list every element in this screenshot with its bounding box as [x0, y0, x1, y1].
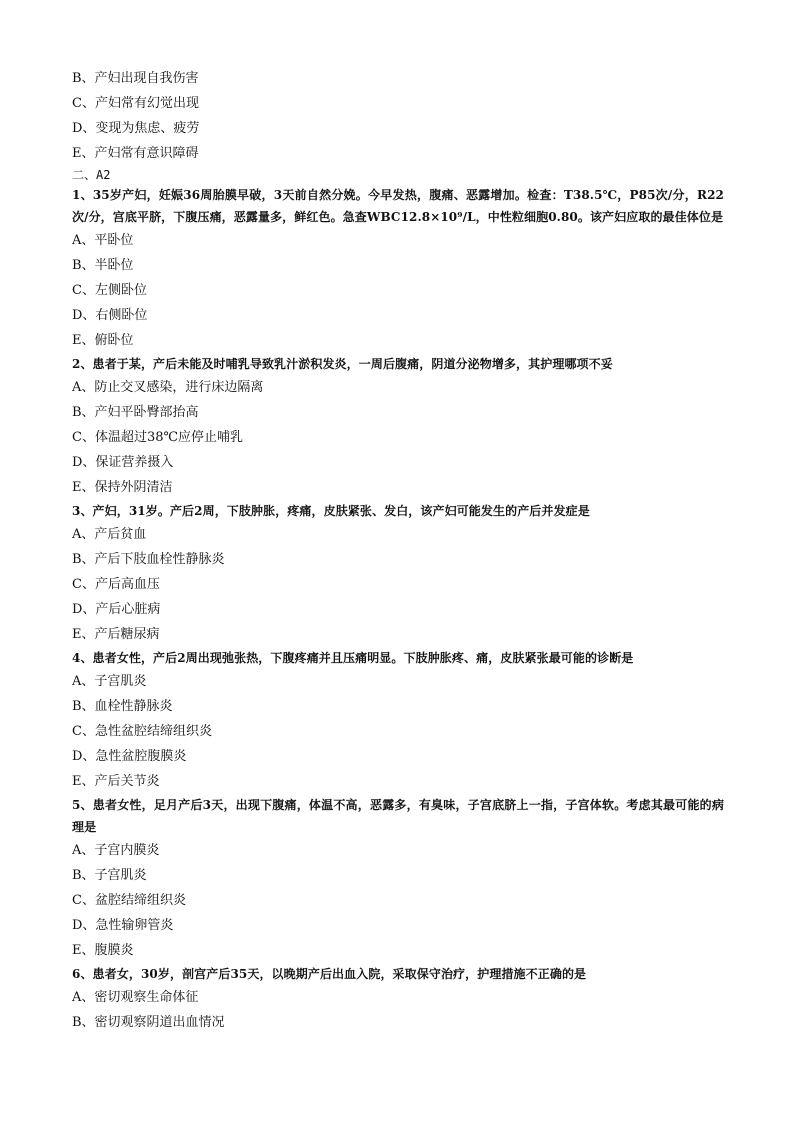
- option-item: D、急性盆腔腹膜炎: [72, 749, 187, 764]
- option-item: A、密切观察生命体征: [72, 990, 199, 1005]
- question-4: [72, 647, 724, 794]
- question-stem: 2、患者于某，产后未能及时哺乳导致乳汁淤积发炎，一周后腹痛，阴道分泌物增多，其护理哪项不妥: [72, 357, 613, 371]
- question-stem: 4、患者女性，产后2周出现弛张热，下腹疼痛并且压痛明显。下肢肿胀疼、痛，皮肤紧张最可能的诊断是: [72, 651, 634, 665]
- option-item: E、产妇常有意识障碍: [72, 146, 199, 161]
- option-item: E、腹膜炎: [72, 943, 134, 958]
- option-item: B、产后下肢血栓性静脉炎: [72, 552, 225, 567]
- question-stem: 6、患者女，30岁，剖宫产后35天，以晚期产后出血入院，采取保守治疗，护理措施不正确的是: [72, 967, 587, 981]
- option-item: E、产后关节炎: [72, 774, 160, 789]
- option-item: B、半卧位: [72, 258, 134, 273]
- option-item: A、子宫肌炎: [72, 674, 147, 689]
- question-6: [72, 963, 724, 1035]
- option-item: E、保持外阴清洁: [72, 480, 173, 495]
- section-title: 二、A2: [72, 168, 111, 182]
- question-2: [72, 353, 724, 500]
- option-item: A、防止交叉感染，进行床边隔离: [72, 380, 264, 395]
- option-item: D、产后心脏病: [72, 602, 161, 617]
- option-item: D、急性输卵管炎: [72, 918, 174, 933]
- option-item: D、变现为焦虑、疲劳: [72, 121, 200, 136]
- option-item: D、右侧卧位: [72, 308, 148, 323]
- option-item: E、俯卧位: [72, 333, 134, 348]
- option-item: C、左侧卧位: [72, 283, 147, 298]
- question-1: [72, 184, 724, 353]
- question-stem: 5、患者女性，足月产后3天，出现下腹痛，体温不高，恶露多，有臭味，子宫底脐上一指，子宫体软。考虑其最可能的病理是: [72, 798, 724, 834]
- option-item: B、产妇平卧臀部抬高: [72, 405, 199, 420]
- option-item: C、急性盆腔结缔组织炎: [72, 724, 212, 739]
- option-item: B、血栓性静脉炎: [72, 699, 173, 714]
- option-item: C、产妇常有幻觉出现: [72, 96, 199, 111]
- option-item: C、产后高血压: [72, 577, 160, 592]
- option-item: A、子宫内膜炎: [72, 843, 160, 858]
- option-item: A、产后贫血: [72, 527, 147, 542]
- option-item: D、保证营养摄入: [72, 455, 174, 470]
- question-5: [72, 794, 724, 963]
- option-item: A、平卧位: [72, 233, 134, 248]
- question-stem: 3、产妇，31岁。产后2周，下肢肿胀，疼痛，皮肤紧张、发白，该产妇可能发生的产后并发症是: [72, 504, 590, 518]
- question-3: [72, 500, 724, 647]
- option-item: E、产后糖尿病: [72, 627, 160, 642]
- document-page: [72, 66, 724, 1035]
- option-item: C、体温超过38℃应停止哺乳: [72, 430, 244, 445]
- option-item: B、子宫肌炎: [72, 868, 147, 883]
- option-item: C、盆腔结缔组织炎: [72, 893, 186, 908]
- lead-options: [72, 66, 724, 166]
- option-item: B、产妇出现自我伤害: [72, 71, 199, 86]
- option-item: B、密切观察阴道出血情况: [72, 1015, 225, 1030]
- question-stem: 1、35岁产妇，妊娠36周胎膜早破，3天前自然分娩。今早发热，腹痛、恶露增加。检查：T38.5℃，P85次/分，R22次/分，宫底平脐，下腹压痛，恶露量多，鲜红色。急查WBC12.8×10⁹/L，中性粒细胞0.80。该产妇应取的最佳体位是: [72, 188, 724, 224]
